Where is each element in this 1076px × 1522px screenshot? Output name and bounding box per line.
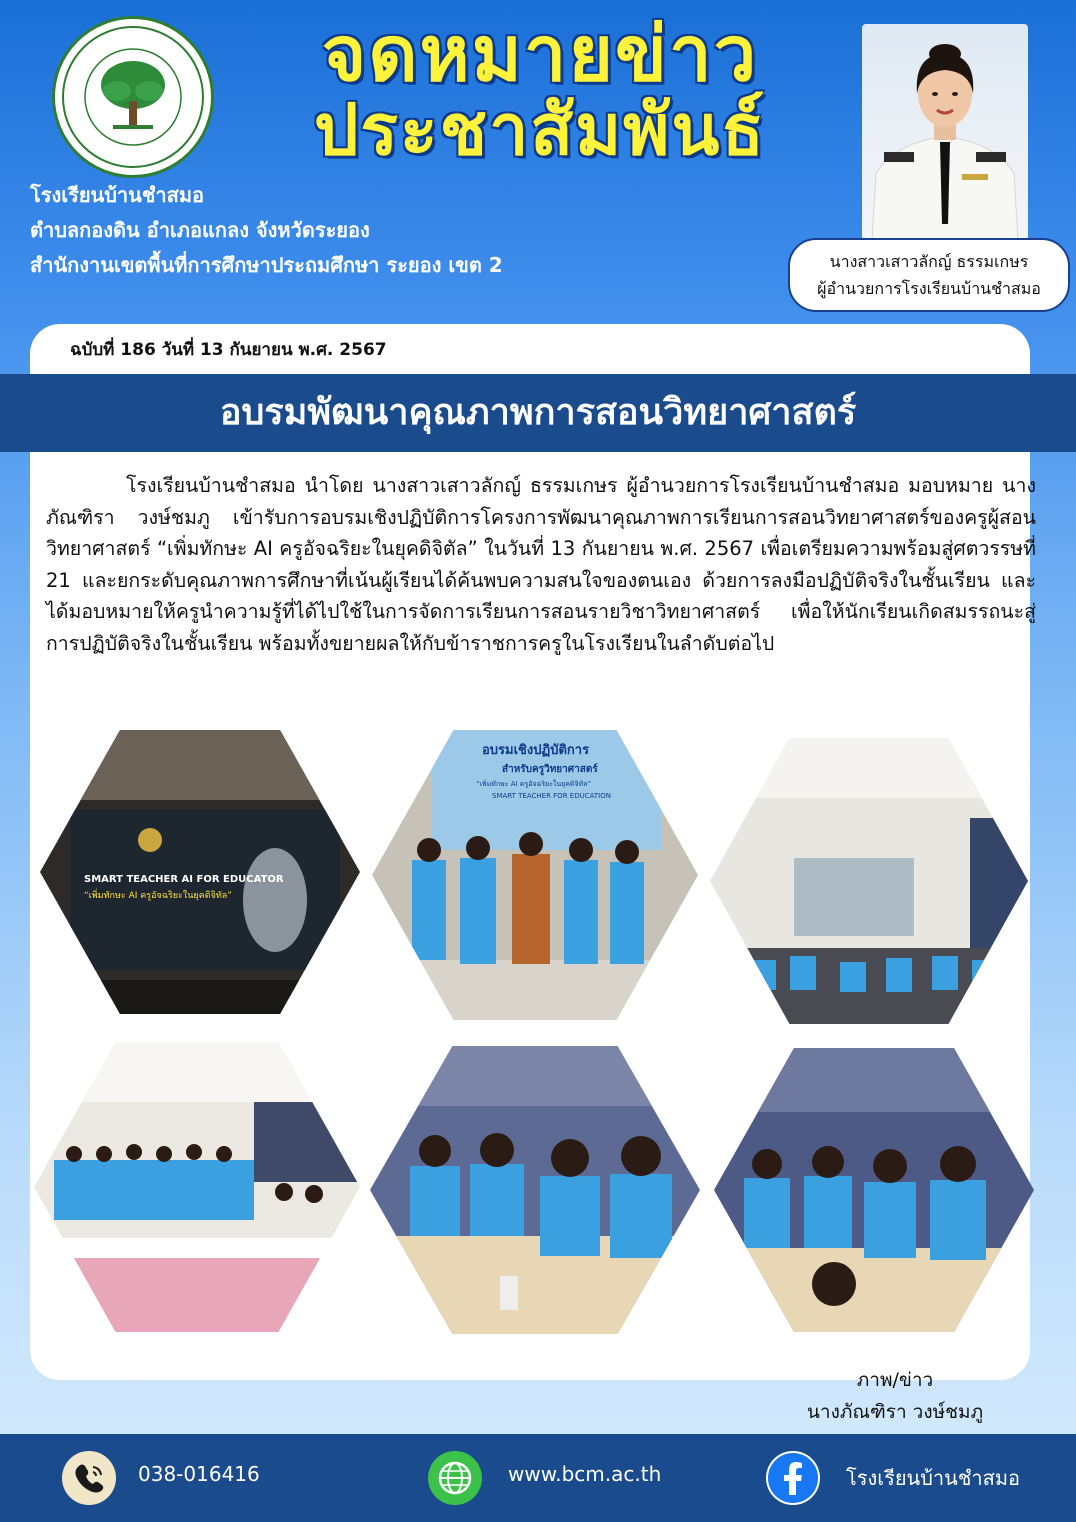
banner-sub: สำหรับครูวิทยาศาสตร์	[502, 764, 598, 775]
slide-subtitle: “เพิ่มทักษะ AI ครูอัจฉริยะในยุคดิจิทัล”	[84, 891, 232, 901]
director-portrait	[862, 24, 1028, 240]
footer-bar	[0, 1434, 1076, 1522]
photo-credit	[790, 1364, 1000, 1428]
article-paragraph: โรงเรียนบ้านชำสมอ นำโดย นางสาวเสาวลักญ์ ธรรมเกษร ผู้อำนวยการโรงเรียนบ้านชำสมอ มอบหมาย นางภัณฑิรา วงษ์ชมภู เข้ารับการอบรมเชิงปฏิบัติการโครงการพัฒนาคุณภาพการเรียนการสอนวิทยาศาสตร์ของครูผู้สอนวิทยาศาสตร์ “เพิ่มทักษะ AI ครูอัจฉริยะในยุคดิจิตัล” ในวันที่ 13 กันยายน พ.ศ. 2567 เพื่อเตรียมความพร้อมสู่ศตวรรษที่ 21 และยกระดับคุณภาพการศึกษาที่เน้นผู้เรียนได้ค้นพบความสนใจของตนเอง ด้วยการลงมือปฏิบัติจริงในชั้นเรียน และได้มอบหมายให้ครูนำความรู้ที่ได้ไปใช้ในการจัดการเรียนการสอนรายวิชาวิทยาศาสตร์ เพื่อให้นักเรียนเกิดสมรรถนะสู่การปฏิบัติจริงในชั้นเรียน พร้อมทั้งขยายผลให้กับข้าราชการครูในโรงเรียนในลำดับต่อไป	[46, 474, 1036, 655]
issue-line: ฉบับที่ 186 วันที่ 13 กันยายน พ.ศ. 2567	[70, 340, 387, 360]
credit-name: นางภัณฑิรา วงษ์ชมภู	[806, 1401, 984, 1423]
facebook-page-link[interactable]: โรงเรียนบ้านชำสมอ	[846, 1466, 1021, 1490]
headline: อบรมพัฒนาคุณภาพการสอนวิทยาศาสตร์	[219, 392, 857, 433]
banner-title: อบรมเชิงปฏิบัติการ	[482, 743, 590, 758]
phone-icon[interactable]	[62, 1451, 116, 1505]
globe-icon[interactable]	[428, 1451, 482, 1505]
director-name: นางสาวเสาวลักญ์ ธรรมเกษร	[829, 252, 1029, 271]
article-body	[46, 470, 1036, 659]
school-logo	[52, 16, 214, 178]
slide-title: SMART TEACHER AI FOR EDUCATOR	[84, 874, 284, 885]
masthead-line-2: ประชาสัมพันธ์	[313, 88, 767, 171]
school-location: ตำบลกองดิน อำเภอแกลง จังหวัดระยอง	[30, 218, 370, 242]
banner-tag: “เพิ่มทักษะ AI ครูอัจฉริยะในยุคดิจิทัล”	[476, 780, 592, 788]
tree-emblem-icon	[55, 19, 211, 175]
school-name: โรงเรียนบ้านชำสมอ	[30, 183, 205, 207]
facebook-icon[interactable]	[766, 1451, 820, 1505]
masthead-title	[240, 9, 840, 171]
director-caption	[788, 238, 1070, 312]
school-office: สำนักงานเขตพื้นที่การศึกษาประถมศึกษา ระยอง เขต 2	[30, 253, 503, 277]
masthead-line-1: จดหมายข่าว	[321, 9, 759, 98]
website-link[interactable]: www.bcm.ac.th	[508, 1462, 662, 1486]
credit-label: ภาพ/ข่าว	[856, 1369, 934, 1391]
school-info	[30, 178, 503, 283]
banner-en: SMART TEACHER FOR EDUCATION	[492, 792, 611, 800]
director-position: ผู้อำนวยการโรงเรียนบ้านชำสมอ	[817, 279, 1041, 298]
headline-banner	[0, 374, 1076, 452]
phone-number[interactable]: 038-016416	[138, 1462, 260, 1486]
